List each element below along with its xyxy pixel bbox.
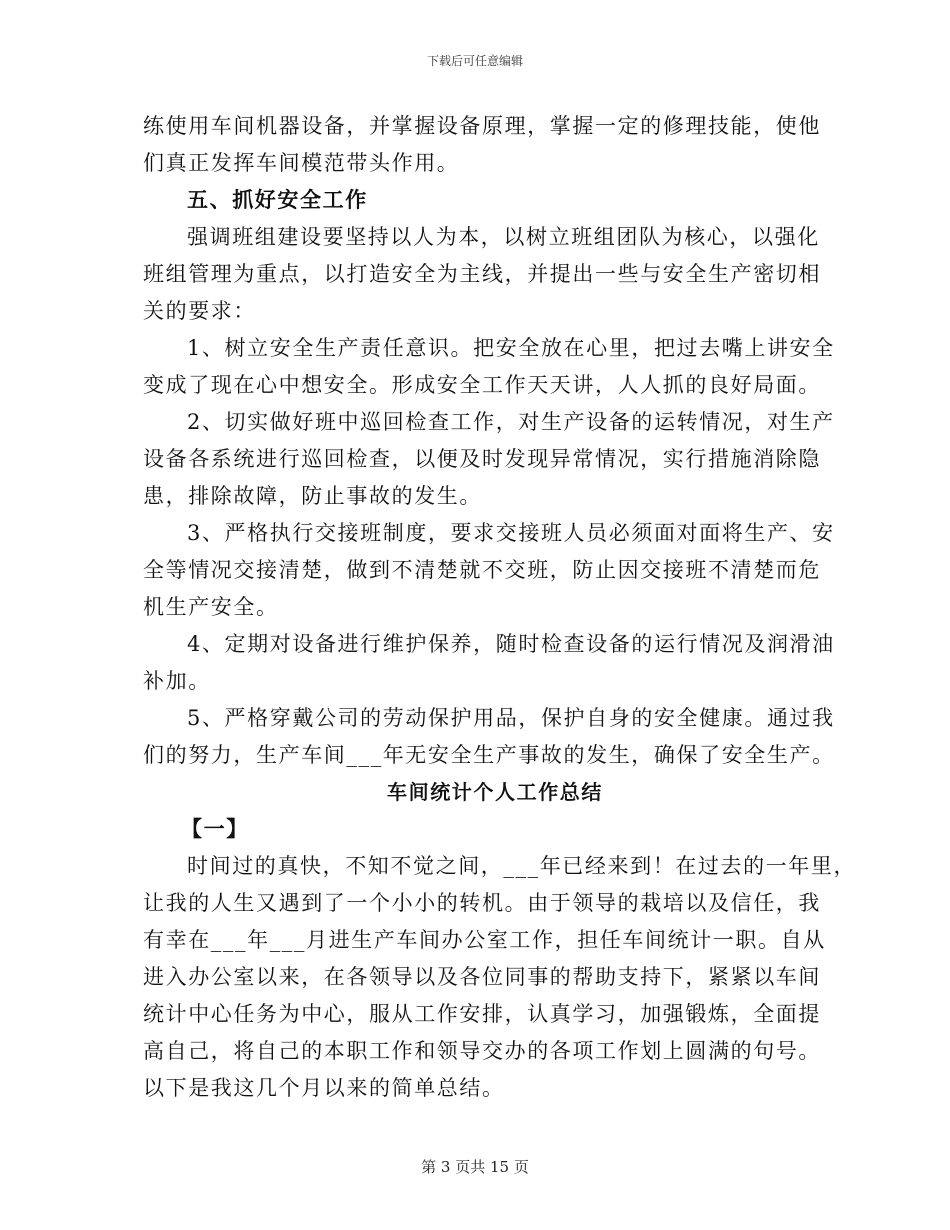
paragraph-line: 们真正发挥车间模范带头作用。 <box>143 151 460 175</box>
paragraph-line: 有幸在___年___月进生产车间办公室工作，担任车间统计一职。自从 <box>143 928 826 952</box>
paragraph-line: 统计中心任务为中心，服从工作安排，认真学习，加强锻炼，全面提 <box>143 1002 821 1026</box>
paragraph-line: 全等情况交接清楚，做到不清楚就不交班，防止因交接班不清楚而危 <box>143 558 821 582</box>
paragraph-line: 高自己，将自己的本职工作和领导交办的各项工作划上圆满的句号。 <box>143 1039 821 1063</box>
list-item-line: 2、切实做好班中巡回检查工作，对生产设备的运转情况，对生产 <box>187 410 835 434</box>
paragraph-line: 练使用车间机器设备，并掌握设备原理，掌握一定的修理技能，使他 <box>143 114 821 138</box>
paragraph-line: 设备各系统进行巡回检查，以便及时发现异常情况，实行措施消除隐 <box>143 447 821 471</box>
document-body <box>143 108 857 1107</box>
list-item-line: 3、严格执行交接班制度，要求交接班人员必须面对面将生产、安 <box>187 521 835 545</box>
paragraph-line: 补加。 <box>143 669 211 693</box>
page-footer: 第 3 页共 15 页 <box>421 1158 529 1176</box>
paragraph-line: 机生产安全。 <box>143 595 279 619</box>
paragraph-line: 强调班组建设要坚持以人为本，以树立班组团队为核心，以强化 <box>187 225 820 249</box>
paragraph-line: 以下是我这几个月以来的简单总结。 <box>143 1076 505 1100</box>
paragraph-line: 患，排除故障，防止事故的发生。 <box>143 484 482 508</box>
paragraph-line: 时间过的真快，不知不觉之间，___年已经来到！在过去的一年里， <box>187 854 857 878</box>
section-heading: 五、抓好安全工作 <box>187 188 368 212</box>
list-item-line: 4、定期对设备进行维护保养，随时检查设备的运行情况及润滑油 <box>187 632 835 656</box>
list-item-line: 5、严格穿戴公司的劳动保护用品，保护自身的安全健康。通过我 <box>187 706 835 730</box>
paragraph-line: 们的努力，生产车间___年无安全生产事故的发生，确保了安全生产。 <box>143 743 835 767</box>
paragraph-line: 关的要求： <box>143 299 256 323</box>
subsection-marker: 【一】 <box>181 817 249 841</box>
paragraph-line: 班组管理为重点，以打造安全为主线，并提出一些与安全生产密切相 <box>143 262 821 286</box>
paragraph-line: 变成了现在心中想安全。形成安全工作天天讲，人人抓的良好局面。 <box>143 373 821 397</box>
list-item-line: 1、树立安全生产责任意识。把安全放在心里，把过去嘴上讲安全 <box>187 336 835 360</box>
document-title: 车间统计个人工作总结 <box>387 780 603 804</box>
paragraph-line: 让我的人生又遇到了一个小小的转机。由于领导的栽培以及信任，我 <box>143 891 821 915</box>
page-header: 下载后可任意编辑 <box>426 54 523 68</box>
paragraph-line: 进入办公室以来，在各领导以及各位同事的帮助支持下，紧紧以车间 <box>143 965 821 989</box>
